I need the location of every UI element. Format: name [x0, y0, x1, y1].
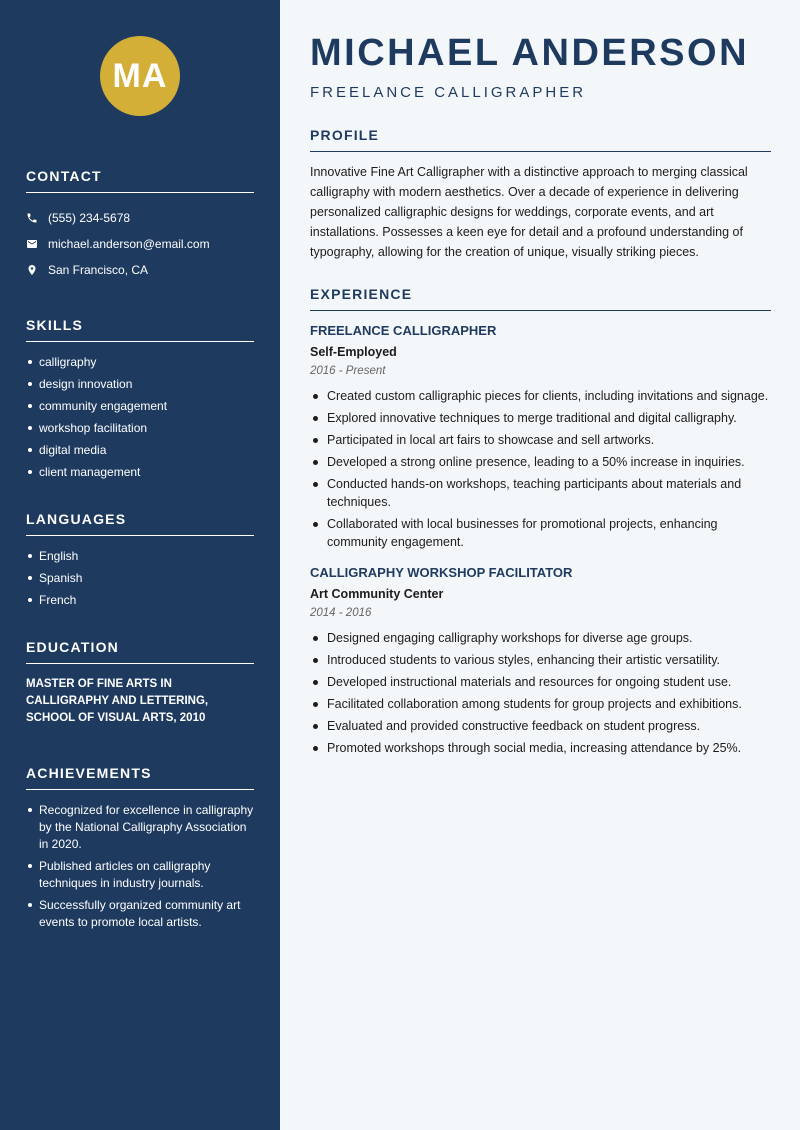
list-item: Published articles on calligraphy techniques in industry journals.	[26, 858, 254, 892]
list-item: Participated in local art fairs to showcase and sell artworks.	[310, 431, 771, 449]
job-title: CALLIGRAPHY WORKSHOP FACILITATOR	[310, 565, 573, 580]
job-dates: 2014 - 2016	[310, 607, 372, 619]
job-bullets	[310, 387, 771, 551]
list-item: Successfully organized community art events to promote local artists.	[26, 897, 254, 931]
job-entry	[310, 565, 771, 757]
job-entry	[310, 323, 771, 551]
main-content	[280, 0, 800, 1130]
list-item: Promoted workshops through social media, increasing attendance by 25%.	[310, 739, 771, 757]
contact-phone	[26, 205, 254, 231]
location-text: San Francisco, CA	[48, 263, 149, 277]
experience-heading: EXPERIENCE	[310, 286, 771, 311]
list-item: Conducted hands-on workshops, teaching participants about materials and techniques.	[310, 475, 771, 511]
candidate-title: FREELANCE CALLIGRAPHER	[310, 84, 587, 101]
list-item: Designed engaging calligraphy workshops for diverse age groups.	[310, 629, 771, 647]
profile-section	[310, 127, 771, 262]
location-pin-icon	[26, 264, 48, 276]
list-item: Evaluated and provided constructive feedback on student progress.	[310, 717, 771, 735]
education-section	[26, 639, 254, 727]
profile-text: Innovative Fine Art Calligrapher with a distinctive approach to merging classical calligraphy with modern aesthetics. Over a decade of experience in delivering personalized calligraphic designs for weddings, corporate events, and art installations. Possesses a keen eye for detail and a profound understanding of typography, allowing for the creation of unique, visually striking pieces.	[310, 165, 748, 259]
languages-list	[26, 548, 254, 609]
contact-section	[26, 168, 254, 283]
experience-section	[310, 286, 771, 757]
list-item: workshop facilitation	[26, 420, 254, 437]
list-item: Recognized for excellence in calligraphy by the National Calligraphy Association in 2020.	[26, 802, 254, 853]
list-item: English	[26, 548, 254, 565]
contact-heading: CONTACT	[26, 168, 254, 193]
skills-section	[26, 317, 254, 481]
list-item: Introduced students to various styles, enhancing their artistic versatility.	[310, 651, 771, 669]
list-item: community engagement	[26, 398, 254, 415]
avatar: MA	[100, 36, 180, 116]
languages-section	[26, 511, 254, 609]
list-item: Spanish	[26, 570, 254, 587]
job-title: FREELANCE CALLIGRAPHER	[310, 323, 497, 338]
education-entry: MASTER OF FINE ARTS IN CALLIGRAPHY AND LETTERING, SCHOOL OF VISUAL ARTS, 2010	[26, 678, 209, 724]
list-item: Created custom calligraphic pieces for clients, including invitations and signage.	[310, 387, 771, 405]
languages-heading: LANGUAGES	[26, 511, 254, 536]
achievements-heading: ACHIEVEMENTS	[26, 765, 254, 790]
job-bullets	[310, 629, 771, 757]
list-item: digital media	[26, 442, 254, 459]
list-item: Collaborated with local businesses for promotional projects, enhancing community engagement.	[310, 515, 771, 551]
list-item: design innovation	[26, 376, 254, 393]
email-text: michael.anderson@email.com	[48, 237, 210, 251]
achievements-section	[26, 765, 254, 931]
job-organization: Self-Employed	[310, 345, 397, 359]
job-organization: Art Community Center	[310, 587, 444, 601]
sidebar	[0, 0, 280, 1130]
contact-email	[26, 231, 254, 257]
list-item: Explored innovative techniques to merge traditional and digital calligraphy.	[310, 409, 771, 427]
list-item: Facilitated collaboration among students for group projects and exhibitions.	[310, 695, 771, 713]
list-item: Developed instructional materials and resources for ongoing student use.	[310, 673, 771, 691]
list-item: client management	[26, 464, 254, 481]
contact-location	[26, 257, 254, 283]
job-dates: 2016 - Present	[310, 365, 386, 377]
list-item: French	[26, 592, 254, 609]
phone-icon	[26, 212, 48, 224]
skills-list	[26, 354, 254, 481]
phone-text: (555) 234-5678	[48, 211, 131, 225]
email-icon	[26, 238, 48, 250]
profile-heading: PROFILE	[310, 127, 771, 152]
skills-heading: SKILLS	[26, 317, 254, 342]
candidate-name: MICHAEL ANDERSON	[310, 32, 750, 74]
list-item: calligraphy	[26, 354, 254, 371]
education-heading: EDUCATION	[26, 639, 254, 664]
achievements-list	[26, 802, 254, 931]
list-item: Developed a strong online presence, leading to a 50% increase in inquiries.	[310, 453, 771, 471]
